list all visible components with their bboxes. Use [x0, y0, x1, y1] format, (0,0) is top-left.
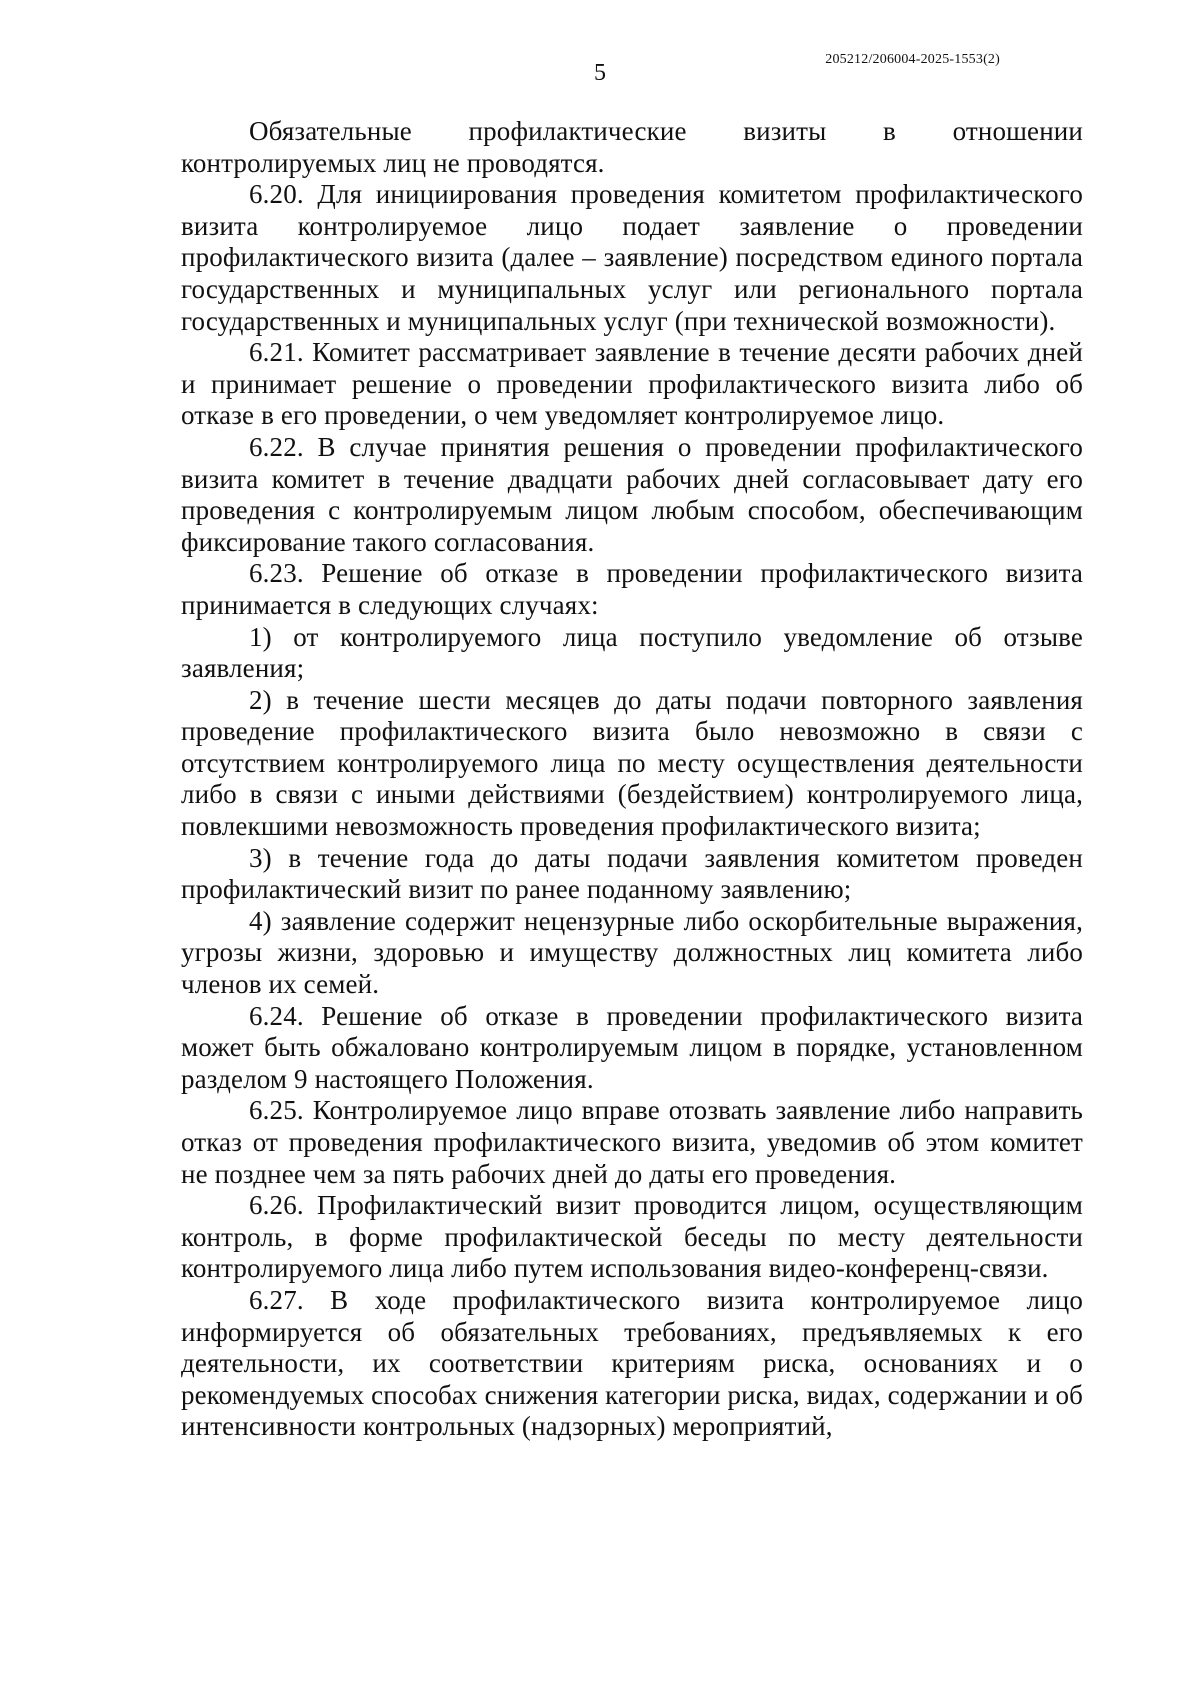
paragraph-6-23: 6.23. Решение об отказе в проведении профилактического визита принимается в следующих случаях: — [181, 558, 1083, 620]
list-item-1: 1) от контролируемого лица поступило уведомление об отзыве заявления; — [181, 621, 1083, 684]
paragraph-6-27: 6.27. В ходе профилактического визита контролируемое лицо информируется об обязательных требованиях, предъявляемых к его деятельности, их соответствии критериям риска, основаниях и о рекомендуемых способах снижения категории риска, видах, содержании и об интенсивности контрольных (надзорных) мероприятий, — [181, 1284, 1083, 1442]
paragraph-intro: Обязательные профилактические визиты в отношении контролируемых лиц не проводятся. — [181, 116, 1083, 178]
paragraph-6-21: 6.21. Комитет рассматривает заявление в течение десяти рабочих дней и принимает решение о проведении профилактического визита либо об отказе в его проведении, о чем уведомляет контролируемое лицо. — [181, 337, 1083, 431]
list-item-3: 3) в течение года до даты подачи заявления комитетом проведен профилактический визит по ранее поданному заявлению; — [181, 842, 1083, 905]
page-number: 5 — [594, 60, 606, 86]
paragraph-6-24: 6.24. Решение об отказе в проведении профилактического визита может быть обжаловано контролируемым лицом в порядке, установленном разделом 9 настоящего Положения. — [181, 1000, 1083, 1094]
list-item-2: 2) в течение шести месяцев до даты подачи повторного заявления проведение профилактического визита было невозможно в связи с отсутствием контролируемого лица по месту осуществления деятельности либо в связи с иными действиями (бездействием) контролируемого лица, повлекшими невозможность проведения профилактического визита; — [181, 684, 1083, 842]
paragraph-6-25: 6.25. Контролируемое лицо вправе отозвать заявление либо направить отказ от проведения профилактического визита, уведомив об этом комитет не позднее чем за пять рабочих дней до даты его проведения. — [181, 1095, 1083, 1189]
paragraph-6-22: 6.22. В случае принятия решения о проведении профилактического визита комитет в течение двадцати рабочих дней согласовывает дату его проведения с контролируемым лицом любым способом, обеспечивающим фиксирование такого согласования. — [181, 431, 1083, 557]
paragraph-6-20: 6.20. Для инициирования проведения комитетом профилактического визита контролируемое лицо подает заявление о проведении профилактического визита (далее – заявление) посредством единого портала государственных и муниципальных услуг или регионального портала государственных и муниципальных услуг (при технической возможности). — [181, 179, 1083, 336]
list-item-4: 4) заявление содержит нецензурные либо оскорбительные выражения, угрозы жизни, здоровью и имуществу должностных лиц комитета либо членов их семей. — [181, 905, 1083, 1000]
document-id: 205212/206004-2025-1553(2) — [825, 52, 1000, 67]
document-body — [181, 116, 1083, 1443]
paragraph-6-26: 6.26. Профилактический визит проводится лицом, осуществляющим контроль, в форме профилактической беседы по месту деятельности контролируемого лица либо путем использования видео-конференц-связи. — [181, 1190, 1083, 1284]
